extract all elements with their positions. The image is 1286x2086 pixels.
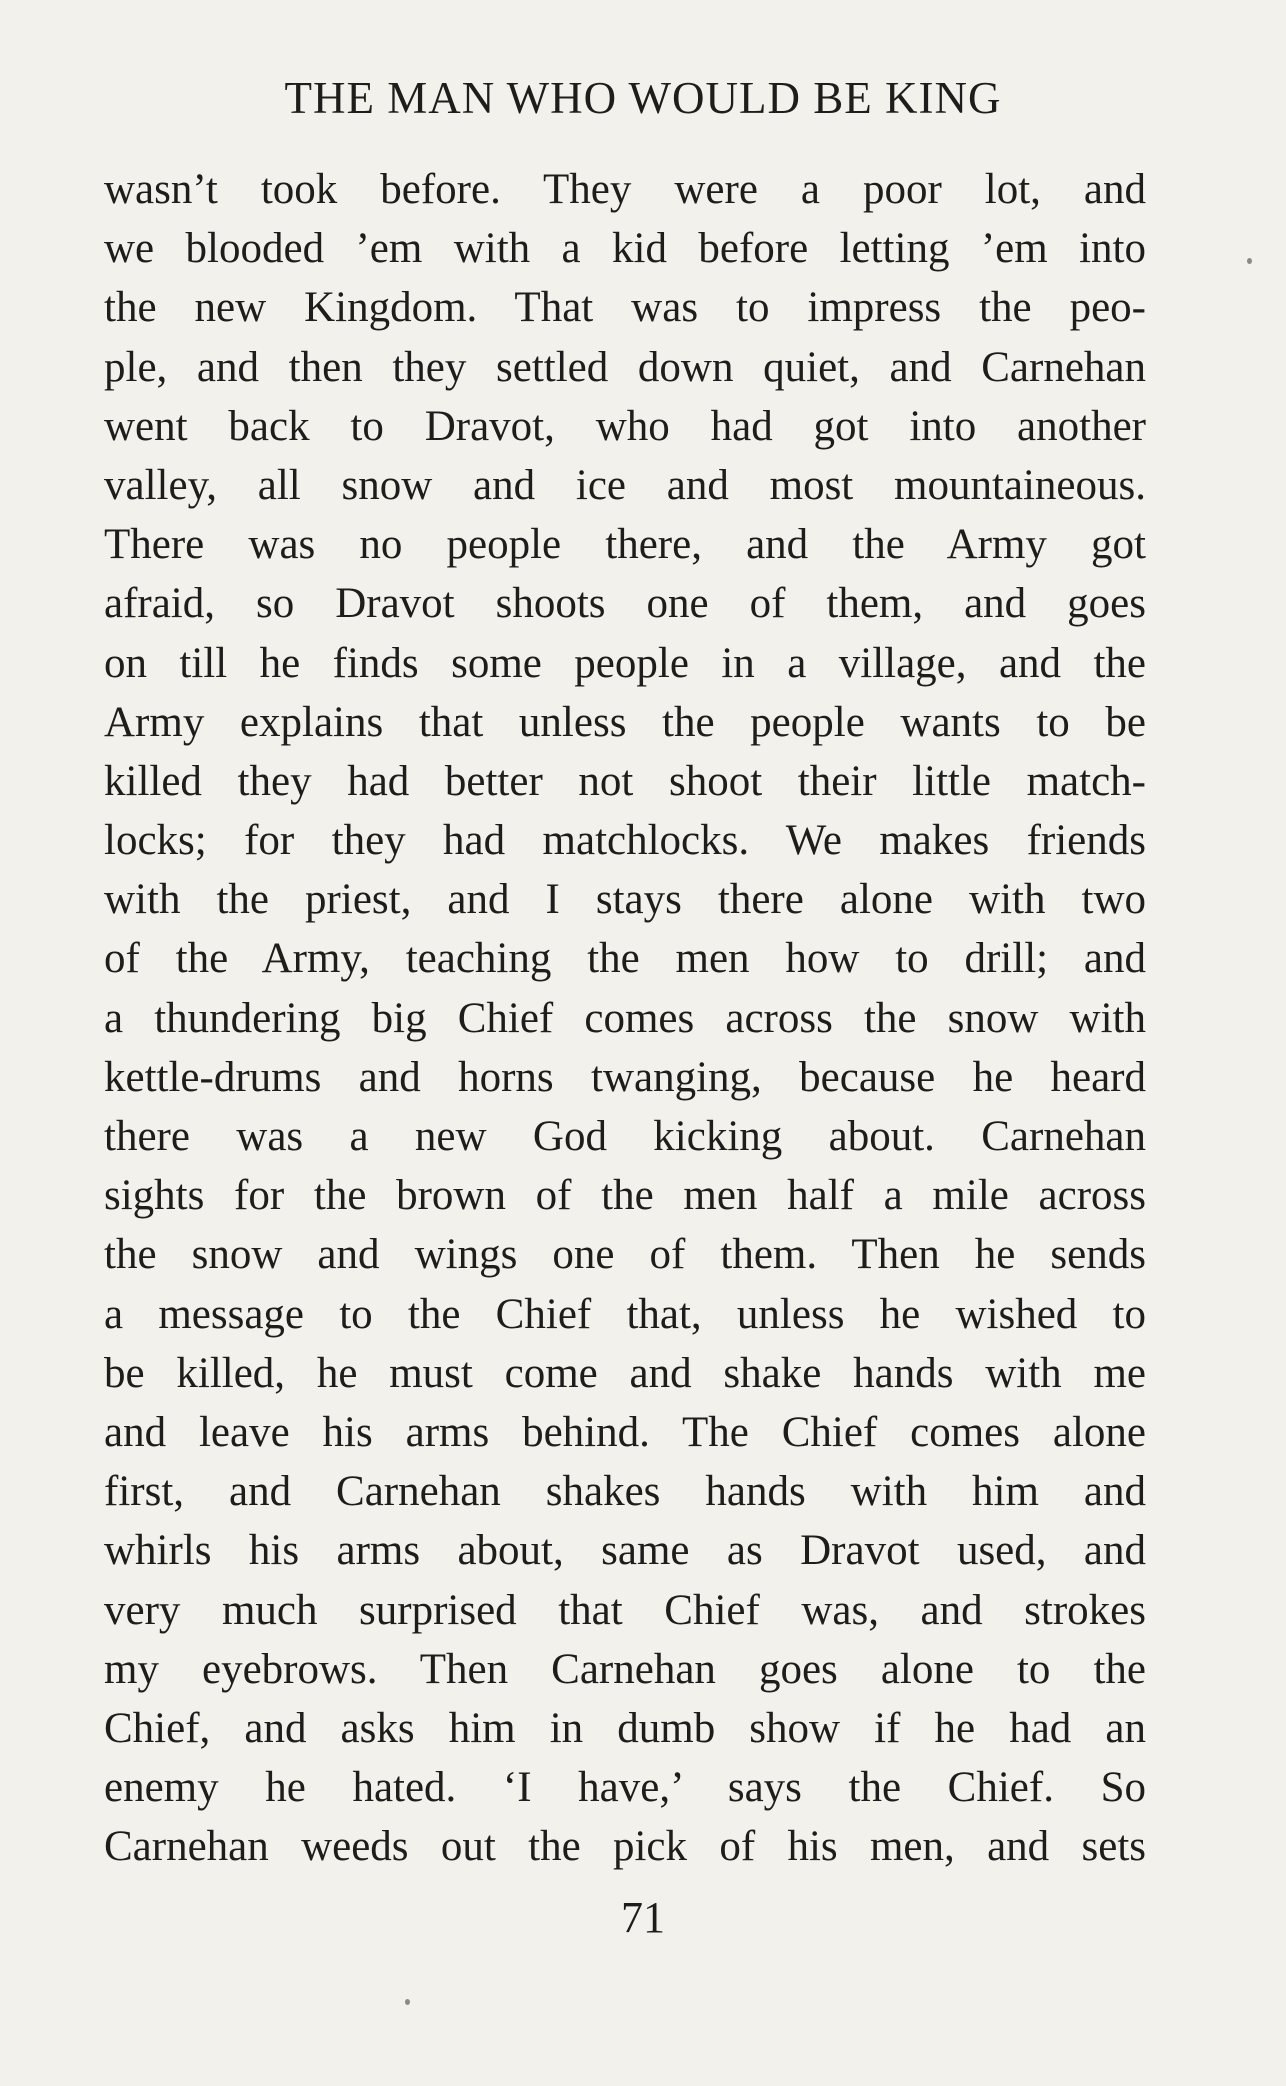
text-line: afraid, so Dravot shoots one of them, and goes — [104, 580, 1146, 628]
text-line: a message to the Chief that, unless he wished to — [104, 1290, 1146, 1338]
text-line: with the priest, and I stays there alone with two — [104, 876, 1146, 924]
text-line: kettle-drums and horns twanging, because he heard — [104, 1053, 1146, 1101]
body-text — [104, 160, 1146, 1876]
text-line: Army explains that unless the people wants to be — [104, 698, 1146, 746]
text-line: be killed, he must come and shake hands with me — [104, 1349, 1146, 1397]
text-line: first, and Carnehan shakes hands with him and — [104, 1468, 1146, 1516]
text-line: sights for the brown of the men half a mile across — [104, 1172, 1146, 1220]
text-line: on till he finds some people in a village, and the — [104, 639, 1146, 687]
text-line: we blooded ’em with a kid before letting ’em into — [104, 225, 1146, 273]
text-line: Carnehan weeds out the pick of his men, and sets — [104, 1823, 1146, 1871]
text-line: ple, and then they settled down quiet, and Carnehan — [104, 343, 1146, 391]
text-line: the new Kingdom. That was to impress the peo- — [104, 284, 1146, 332]
text-line: my eyebrows. Then Carnehan goes alone to the — [104, 1645, 1146, 1693]
running-head: THE MAN WHO WOULD BE KING — [284, 73, 1002, 123]
text-line: very much surprised that Chief was, and strokes — [104, 1586, 1146, 1634]
text-line: Chief, and asks him in dumb show if he had an — [104, 1704, 1146, 1752]
text-line: valley, all snow and ice and most mountaineous. — [104, 461, 1146, 509]
page-number: 71 — [621, 1893, 665, 1942]
text-line: locks; for they had matchlocks. We makes friends — [104, 817, 1146, 865]
text-line: a thundering big Chief comes across the snow with — [104, 994, 1146, 1042]
text-line: wasn’t took before. They were a poor lot, and — [104, 166, 1146, 213]
text-line: the snow and wings one of them. Then he sends — [104, 1231, 1146, 1279]
text-line: of the Army, teaching the men how to drill; and — [104, 935, 1146, 983]
text-line: killed they had better not shoot their little match- — [104, 757, 1146, 805]
text-line: there was a new God kicking about. Carnehan — [104, 1113, 1146, 1160]
text-line: whirls his arms about, same as Dravot used, and — [104, 1527, 1146, 1575]
text-line: There was no people there, and the Army got — [104, 521, 1146, 569]
text-line: went back to Dravot, who had got into another — [104, 402, 1146, 450]
text-line: and leave his arms behind. The Chief comes alone — [104, 1408, 1146, 1456]
paper-speck — [1247, 258, 1252, 264]
text-line: enemy he hated. ‘I have,’ says the Chief. So — [104, 1764, 1146, 1812]
paper-speck — [405, 1999, 410, 2005]
